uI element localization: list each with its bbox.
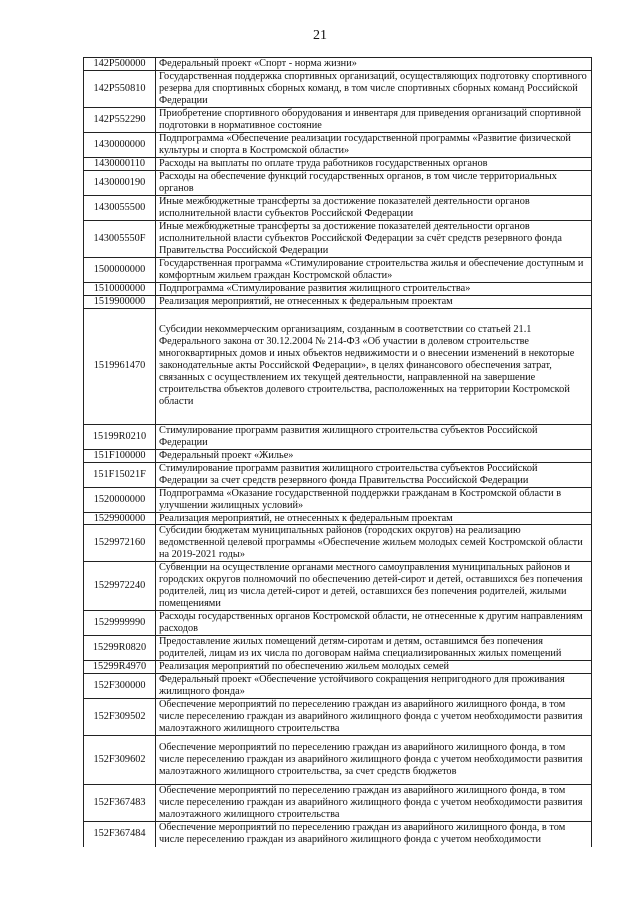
row-code: 142P550810 xyxy=(84,70,156,107)
row-code: 15299R0820 xyxy=(84,636,156,661)
row-code: 1430000000 xyxy=(84,132,156,157)
row-code: 1430055500 xyxy=(84,195,156,220)
row-code: 152F309602 xyxy=(84,736,156,785)
row-description: Расходы государственных органов Костромской области, не отнесенные к другим направлениям расходов xyxy=(156,611,592,636)
row-code: 1500000000 xyxy=(84,257,156,282)
table-row xyxy=(84,674,592,699)
table-row xyxy=(84,449,592,462)
row-code: 15199R0210 xyxy=(84,424,156,449)
row-description: Субсидии бюджетам муниципальных районов (городских округов) на реализацию ведомственной целевой программы «Обеспечение жильем молодых семей Костромской области на 2019-2021 годы» xyxy=(156,525,592,562)
row-code: 1529999990 xyxy=(84,611,156,636)
row-description: Расходы на обеспечение функций государственных органов, в том числе территориальных органов xyxy=(156,170,592,195)
table-row xyxy=(84,636,592,661)
row-description: Реализация мероприятий, не отнесенных к федеральным проектам xyxy=(156,295,592,308)
row-description: Федеральный проект «Жилье» xyxy=(156,449,592,462)
row-description: Обеспечение мероприятий по переселению граждан из аварийного жилищного фонда, в том числе переселению граждан из аварийного жилищного фонда с учетом необходимости xyxy=(156,822,592,847)
row-description: Государственная поддержка спортивных организаций, осуществляющих подготовку спортивного резерва для спортивных сборных команд, в том числе спортивных сборных команд Российской Федерации xyxy=(156,70,592,107)
table-row xyxy=(84,462,592,487)
row-code: 1430000190 xyxy=(84,170,156,195)
row-code: 1529900000 xyxy=(84,512,156,525)
row-description: Субвенции на осуществление органами местного самоуправления муниципальных районов и городских округов полномочий по обеспечению детей-сирот и детей, оставшихся без попечения родителей, лиц из числа детей-сирот и детей, оставшихся без попечения родителей, жилыми помещениями xyxy=(156,562,592,611)
row-description: Реализация мероприятий, не отнесенных к федеральным проектам xyxy=(156,512,592,525)
table-row xyxy=(84,661,592,674)
row-description: Реализация мероприятий по обеспечению жильем молодых семей xyxy=(156,661,592,674)
row-code: 1510000000 xyxy=(84,282,156,295)
table-row xyxy=(84,295,592,308)
table-row xyxy=(84,170,592,195)
table-row xyxy=(84,58,592,71)
row-code: 151F100000 xyxy=(84,449,156,462)
table-row xyxy=(84,220,592,257)
table-row xyxy=(84,611,592,636)
table-row xyxy=(84,132,592,157)
row-code: 152F300000 xyxy=(84,674,156,699)
table-row xyxy=(84,257,592,282)
row-description: Обеспечение мероприятий по переселению граждан из аварийного жилищного фонда, в том числе переселению граждан из аварийного жилищного фонда с учетом необходимости развития малоэтажного жилищного строительства xyxy=(156,785,592,822)
row-code: 1519961470 xyxy=(84,308,156,424)
row-description: Иные межбюджетные трансферты за достижение показателей деятельности органов исполнительной власти субъектов Российской Федерации xyxy=(156,195,592,220)
row-code: 143005550F xyxy=(84,220,156,257)
row-description: Обеспечение мероприятий по переселению граждан из аварийного жилищного фонда, в том числе переселению граждан из аварийного жилищного фонда с учетом необходимости развития малоэтажного жилищного строительства xyxy=(156,699,592,736)
row-description: Подпрограмма «Обеспечение реализации государственной программы «Развитие физической культуры и спорта в Костромской области» xyxy=(156,132,592,157)
row-description: Субсидии некоммерческим организациям, созданным в соответствии со статьей 21.1 Федерального закона от 30.12.2004 № 214-ФЗ «Об участии в долевом строительстве многоквартирных домов и иных объектов недвижимости и о внесении изменений в некоторые законодательные акты Российской Федерации», в целях финансового обеспечения затрат, связанных с осуществлением их текущей деятельности, направленной на завершение строительства объектов долевого строительства, расположенных на территории Костромской области xyxy=(156,308,592,424)
row-code: 152F367484 xyxy=(84,822,156,847)
table-row xyxy=(84,195,592,220)
table-row xyxy=(84,822,592,847)
table-row xyxy=(84,424,592,449)
row-code: 1519900000 xyxy=(84,295,156,308)
row-description: Расходы на выплаты по оплате труда работников государственных органов xyxy=(156,157,592,170)
row-code: 152F309502 xyxy=(84,699,156,736)
table-row xyxy=(84,699,592,736)
table-row xyxy=(84,512,592,525)
row-description: Стимулирование программ развития жилищного строительства субъектов Российской Федерации за счет средств резервного фонда Правительства Российской Федерации xyxy=(156,462,592,487)
table-row xyxy=(84,785,592,822)
table-body xyxy=(84,58,592,847)
row-description: Обеспечение мероприятий по переселению граждан из аварийного жилищного фонда, в том числе переселению граждан из аварийного жилищного фонда с учетом необходимости развития малоэтажного жилищного строительства, за счет средств бюджетов xyxy=(156,736,592,785)
table-row xyxy=(84,487,592,512)
row-description: Государственная программа «Стимулирование строительства жилья и обеспечение доступным и комфортным жильем граждан Костромской области» xyxy=(156,257,592,282)
row-description: Федеральный проект «Спорт - норма жизни» xyxy=(156,58,592,71)
table-row xyxy=(84,736,592,785)
row-description: Иные межбюджетные трансферты за достижение показателей деятельности органов исполнительной власти субъектов Российской Федерации за счёт средств резервного фонда Правительства Российской Федерации xyxy=(156,220,592,257)
row-description: Стимулирование программ развития жилищного строительства субъектов Российской Федерации xyxy=(156,424,592,449)
budget-codes-table xyxy=(83,57,592,847)
table-row xyxy=(84,308,592,424)
table-row xyxy=(84,562,592,611)
table-row xyxy=(84,107,592,132)
table-row xyxy=(84,157,592,170)
row-code: 151F15021F xyxy=(84,462,156,487)
row-description: Подпрограмма «Стимулирование развития жилищного строительства» xyxy=(156,282,592,295)
row-code: 1529972160 xyxy=(84,525,156,562)
row-description: Приобретение спортивного оборудования и инвентаря для приведения организаций спортивной подготовки в нормативное состояние xyxy=(156,107,592,132)
table-row xyxy=(84,525,592,562)
row-code: 142P552290 xyxy=(84,107,156,132)
row-description: Подпрограмма «Оказание государственной поддержки гражданам в Костромской области в улучшении жилищных условий» xyxy=(156,487,592,512)
row-code: 152F367483 xyxy=(84,785,156,822)
row-description: Федеральный проект «Обеспечение устойчивого сокращения непригодного для проживания жилищного фонда» xyxy=(156,674,592,699)
table-row xyxy=(84,282,592,295)
row-code: 15299R4970 xyxy=(84,661,156,674)
table-row xyxy=(84,70,592,107)
row-code: 142P500000 xyxy=(84,58,156,71)
page-number: 21 xyxy=(313,28,327,43)
row-code: 1520000000 xyxy=(84,487,156,512)
row-code: 1430000110 xyxy=(84,157,156,170)
row-code: 1529972240 xyxy=(84,562,156,611)
row-description: Предоставление жилых помещений детям-сиротам и детям, оставшимся без попечения родителей, лицам из их числа по договорам найма специализированных жилых помещений xyxy=(156,636,592,661)
